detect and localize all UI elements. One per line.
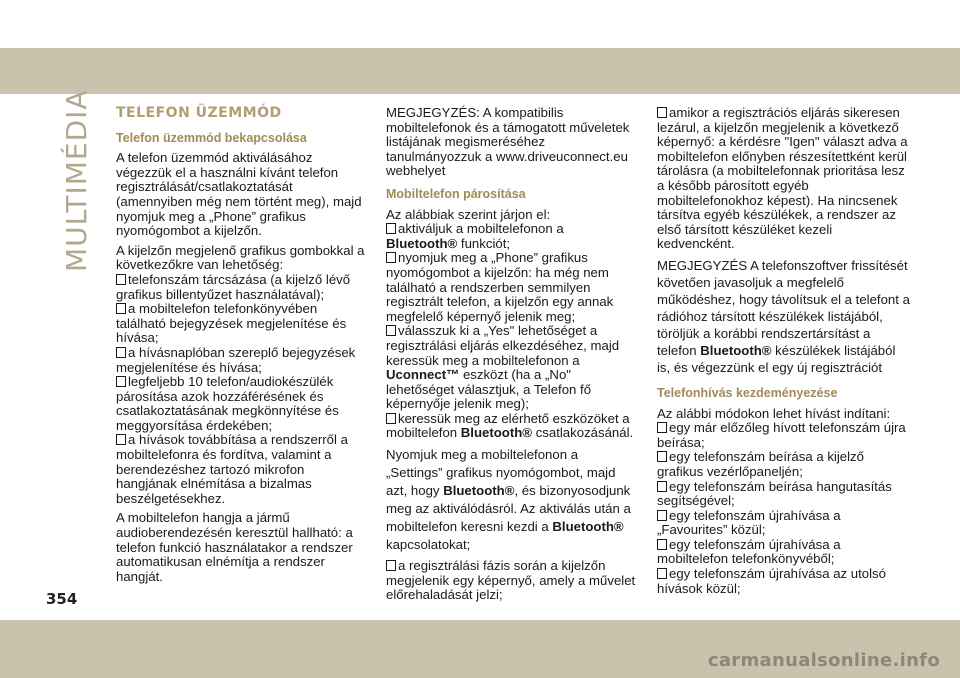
paragraph xyxy=(116,244,366,507)
subheading-phone-mode: Telefon üzemmód bekapcsolása xyxy=(116,130,307,145)
paragraph-text: Nyomjuk meg a mobiltelefonon a „Settings” grafikus nyomógombot, majd azt, hogy xyxy=(386,447,616,499)
bullet-icon xyxy=(386,223,396,234)
note-paragraph xyxy=(657,257,912,376)
paragraph-text: Az alábbiak szerint járjon el: xyxy=(386,206,551,222)
subheading-calling: Telefonhívás kezdeményezése xyxy=(657,385,838,400)
bullet-icon xyxy=(386,252,396,263)
bullet-icon xyxy=(657,510,667,521)
bullet-icon xyxy=(657,481,667,492)
bluetooth-term: Bluetooth® xyxy=(443,483,515,499)
bullet-icon xyxy=(116,303,126,314)
bullet-icon xyxy=(386,560,396,571)
section-title-vertical: MULTIMÉDIA xyxy=(60,89,93,272)
list-item: egy telefonszám újrahívása a „Favourites” közül; xyxy=(657,507,841,538)
list-item: válasszuk ki a „Yes" lehetőséget a regisztrálási eljárás elkezdéséhez, majd keressük meg a mobiltelefonon a xyxy=(386,323,620,368)
paragraph-settings xyxy=(386,446,636,554)
column-3 xyxy=(657,106,912,601)
bullet-icon xyxy=(657,422,667,433)
bullet-icon xyxy=(657,568,667,579)
bullet-icon xyxy=(116,376,126,387)
bluetooth-term: Bluetooth® xyxy=(552,519,624,535)
list-item: telefonszám tárcsázása (a kijelző lévő grafikus billentyűzet használatával); xyxy=(116,271,351,302)
bullet-icon xyxy=(116,434,126,445)
list-item: nyomjuk meg a „Phone” grafikus nyomógombot a kijelzőn: ha még nem található a rendszerben semmilyen regisztrált telefon, a kijelzőn egy annak megfelelő képernyő jelenik meg; xyxy=(386,250,614,324)
section-heading: TELEFON ÜZEMMÓD xyxy=(116,105,282,121)
bullet-icon xyxy=(657,451,667,462)
list-item: egy már előzőleg hívott telefonszám újra beírása; xyxy=(657,420,906,450)
paragraph-text: A kijelzőn megjelenő grafikus gombokkal a következőkre van lehetőség: xyxy=(116,242,365,273)
list-item-end: csatlakozásánál. xyxy=(532,425,634,441)
watermark-text: carmanualsonline.info xyxy=(707,650,940,671)
note-paragraph: MEGJEGYZÉS: A kompatibilis mobiltelefonok és a támogatott műveletek listájának megismeréséhez tanulmányozzuk a www.driveuconnect.eu webhelyet xyxy=(386,105,630,179)
column-2 xyxy=(386,106,636,608)
list-item: keressük meg az elérhető eszközöket a mobiltelefon xyxy=(386,410,630,441)
paragraph-text: MEGJEGYZÉS A telefonszoftver frissítését követően javasoljuk a megfelelő működéshez, hogy távolítsuk el a telefont a rádióhoz társított készülékek listájából, töröljük a korábbi rendszertársítást a telefon xyxy=(657,257,910,358)
subheading-pairing: Mobiltelefon párosítása xyxy=(386,186,526,201)
bullet-icon xyxy=(116,274,126,285)
paragraph xyxy=(657,106,912,252)
bluetooth-term: Bluetooth® xyxy=(386,235,458,251)
paragraph xyxy=(386,559,636,603)
paragraph: A telefon üzemmód aktiválásához végezzük el a használni kívánt telefon regisztrálását/csatlakoztatását (amennyiben még nem történt meg), majd nyomjuk meg a „Phone” grafikus nyomógombot a kijelzőn. xyxy=(116,150,362,239)
bullet-icon xyxy=(116,347,126,358)
uconnect-term: Uconnect™ xyxy=(386,367,460,383)
paragraph xyxy=(386,208,636,442)
paragraph xyxy=(657,407,912,597)
bullet-icon xyxy=(386,413,396,424)
bluetooth-term: Bluetooth® xyxy=(700,342,772,358)
list-item: a hívások továbbítása a rendszerről a mobiltelefonra és fordítva, valamint a berendezéshez tartozó mikrofon hangjának elnémítása a bizalmas beszélgetésekhez. xyxy=(116,432,348,506)
list-item: a regisztrálási fázis során a kijelzőn megjelenik egy képernyő, amely a művelet előrehaladását jelzi; xyxy=(386,558,636,603)
list-item: egy telefonszám újrahívása a mobiltelefon telefonkönyvéből; xyxy=(657,536,841,567)
list-item-end: funkciót; xyxy=(460,235,511,251)
header-band xyxy=(0,48,960,94)
list-item: egy telefonszám beírása a kijelző grafikus vezérlőpaneljén; xyxy=(657,449,864,479)
paragraph-text: , és bizonyosodjunk meg az aktiválódásról. Az aktiválás után a mobiltelefon keresni kezdi a xyxy=(386,483,631,535)
list-item-end: eszközt (ha a „No" lehetőséget választjuk, a Telefon fő képernyője jelenik meg); xyxy=(386,367,592,412)
paragraph: A mobiltelefon hangja a jármű audioberendezésén keresztül hallható: a telefon funkció használatakor a rendszer automatikusan elnémítja a rendszer hangját. xyxy=(116,510,353,584)
bluetooth-term: Bluetooth® xyxy=(460,425,533,441)
bullet-icon xyxy=(657,107,667,118)
list-item: legfeljebb 10 telefon/audiokészülék párosítása azok hozzáférésének és csatlakoztatásának megkönnyítése és meggyorsítása érdekében; xyxy=(116,374,339,433)
list-item: a mobiltelefon telefonkönyvében található bejegyzések megjelenítése és hívása; xyxy=(116,301,347,346)
list-item: a hívásnaplóban szereplő bejegyzések megjelenítése és hívása; xyxy=(116,344,356,375)
bullet-icon xyxy=(657,539,667,550)
list-item: amikor a regisztrációs eljárás sikeresen lezárul, a kijelzőn megjelenik a következő képernyő: a kérdésre "Igen" választ adva a mobiltelefon előnyben részesítettként kerül tárolásra (a mobiltelefonnak prioritása lesz a később párosított egyéb mobiltelefonokhoz képest). Ha nincsenek társítva egyéb készülékek, a rendszer az első társított készüléket kezeli kedvencként. xyxy=(657,105,908,252)
bullet-icon xyxy=(386,325,396,336)
list-item: egy telefonszám beírása hangutasítás segítségével; xyxy=(657,478,892,509)
paragraph-text: Az alábbi módokon lehet hívást indítani: xyxy=(657,405,891,421)
list-item: aktiváljuk a mobiltelefonon a xyxy=(398,221,564,237)
list-item: egy telefonszám újrahívása az utolsó hívások közül; xyxy=(657,566,886,596)
paragraph-text: készülékek listájából is, és végezzünk el egy új regisztrációt xyxy=(657,342,896,375)
column-1 xyxy=(116,106,366,589)
paragraph-text: kapcsolatokat; xyxy=(386,537,471,553)
page-number: 354 xyxy=(46,590,78,608)
